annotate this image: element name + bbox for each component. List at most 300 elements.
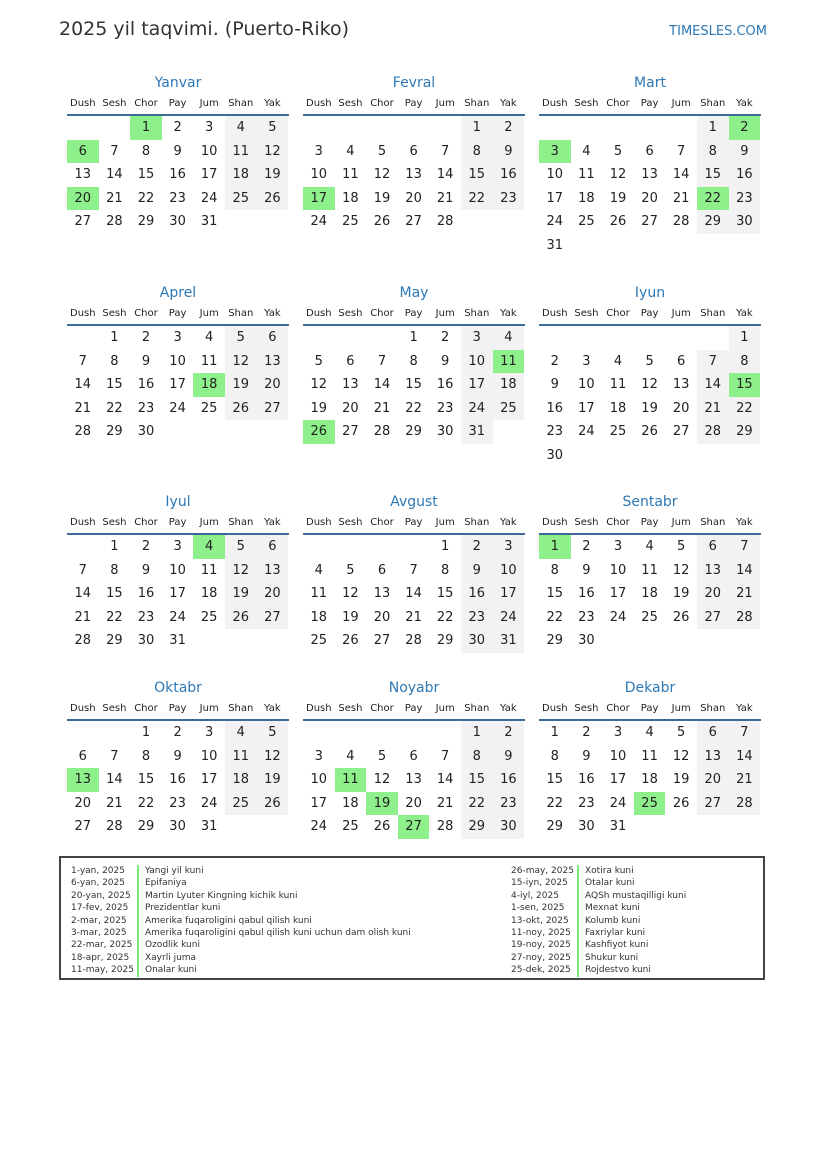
day-cell: 15 <box>405 377 422 393</box>
weekday-label: Jum <box>199 703 219 714</box>
weekday-label: Sesh <box>574 308 599 319</box>
day-cell: 15 <box>461 768 493 792</box>
day-cell: 12 <box>257 140 289 164</box>
weekday-header <box>539 94 761 116</box>
day-cell: 31 <box>546 237 564 253</box>
holiday-day-cell: 6 <box>67 140 99 164</box>
day-cell: 16 <box>461 582 493 606</box>
weekday-label: Chor <box>606 98 630 109</box>
day-cell: 11 <box>641 562 658 578</box>
week-row <box>67 350 289 374</box>
day-cell: 2 <box>173 120 182 135</box>
month-name: Oktabr <box>154 680 202 696</box>
empty-cell <box>571 326 603 350</box>
week-row <box>67 116 289 140</box>
empty-cell <box>602 116 634 140</box>
day-cell: 14 <box>697 373 729 397</box>
day-cell: 19 <box>257 163 289 187</box>
day-cell: 30 <box>137 633 155 649</box>
month-aprel <box>67 282 289 444</box>
legend-marker <box>137 877 139 889</box>
weekday-label: Yak <box>736 517 753 528</box>
weekday-label: Pay <box>168 98 187 109</box>
month-name: Iyul <box>165 494 191 510</box>
empty-cell <box>67 116 99 140</box>
day-cell: 28 <box>729 792 761 816</box>
holiday-date: 18-apr, 2025 <box>71 952 130 963</box>
month-name: Noyabr <box>388 680 440 696</box>
day-cell: 19 <box>373 190 391 206</box>
empty-cell <box>303 535 335 559</box>
day-cell: 9 <box>441 353 450 369</box>
day-cell: 27 <box>74 214 92 230</box>
day-cell: 9 <box>550 377 559 393</box>
week-row <box>303 792 525 816</box>
week-row <box>539 582 761 606</box>
day-cell: 23 <box>578 609 595 625</box>
weekday-label: Yak <box>264 308 281 319</box>
day-cell: 26 <box>225 606 257 630</box>
day-cell: 22 <box>137 795 155 811</box>
empty-cell <box>571 234 603 258</box>
day-cell: 25 <box>200 400 218 416</box>
day-cell: 21 <box>106 190 123 206</box>
day-cell: 7 <box>78 353 87 369</box>
day-cell: 23 <box>436 400 454 416</box>
day-cell: 25 <box>578 214 595 230</box>
day-cell: 14 <box>373 377 391 393</box>
empty-cell <box>634 234 666 258</box>
day-cell: 18 <box>578 190 595 206</box>
day-cell: 23 <box>546 424 564 440</box>
weekday-label: Dush <box>542 517 568 528</box>
empty-cell <box>257 629 289 653</box>
day-cell: 6 <box>257 326 289 350</box>
day-cell: 23 <box>493 792 525 816</box>
holiday-date: 26-may, 2025 <box>511 866 574 876</box>
day-cell: 8 <box>409 353 418 369</box>
empty-cell <box>67 326 99 350</box>
week-row <box>303 582 525 606</box>
day-cell: 9 <box>461 559 493 583</box>
day-cell: 24 <box>310 819 328 835</box>
day-cell: 16 <box>137 586 155 602</box>
legend-item <box>71 915 411 927</box>
day-cell: 26 <box>609 214 627 230</box>
day-cell: 14 <box>74 586 92 602</box>
legend-marker <box>577 890 579 902</box>
day-cell: 23 <box>169 190 186 206</box>
weekday-label: Chor <box>370 517 394 528</box>
empty-cell <box>225 815 257 839</box>
day-cell: 14 <box>729 559 761 583</box>
day-cell: 24 <box>461 397 493 421</box>
day-cell: 5 <box>677 725 686 740</box>
day-cell: 6 <box>377 562 387 578</box>
week-row <box>303 629 525 653</box>
empty-cell <box>257 815 289 839</box>
month-noyabr <box>303 677 525 839</box>
empty-cell <box>729 234 761 258</box>
day-cell: 18 <box>641 772 658 788</box>
weekday-label: Chor <box>134 98 158 109</box>
day-cell: 11 <box>200 562 218 578</box>
day-cell: 5 <box>257 721 289 745</box>
day-cell: 31 <box>461 420 493 444</box>
day-cell: 17 <box>461 373 493 397</box>
weekday-label: Dush <box>70 517 96 528</box>
holiday-date: 20-yan, 2025 <box>71 890 131 901</box>
day-cell: 2 <box>141 539 151 554</box>
legend-column-right <box>511 865 686 977</box>
day-cell: 27 <box>672 424 690 440</box>
day-cell: 10 <box>310 772 328 788</box>
empty-cell <box>729 444 761 468</box>
holiday-day-cell: 17 <box>303 187 335 211</box>
day-cell: 1 <box>141 725 151 740</box>
day-cell: 24 <box>578 424 595 440</box>
day-cell: 10 <box>493 559 525 583</box>
weekday-label: Chor <box>134 703 158 714</box>
day-cell: 11 <box>310 586 328 602</box>
legend-item <box>511 915 686 927</box>
week-row <box>303 210 525 234</box>
day-cell: 10 <box>609 748 627 764</box>
week-row <box>539 444 761 468</box>
day-cell: 11 <box>641 748 658 764</box>
empty-cell <box>539 116 571 140</box>
day-cell: 30 <box>461 629 493 653</box>
day-cell: 16 <box>493 768 525 792</box>
day-cell: 6 <box>645 143 654 159</box>
legend-marker <box>137 902 139 914</box>
day-cell: 17 <box>578 400 595 416</box>
week-row <box>67 629 289 653</box>
legend-marker <box>577 915 579 927</box>
day-cell: 19 <box>225 582 257 606</box>
day-cell: 24 <box>546 214 564 230</box>
week-row <box>539 815 761 839</box>
weekday-header <box>67 513 289 535</box>
holiday-date: 4-iyl, 2025 <box>511 890 559 901</box>
week-row <box>303 326 525 350</box>
day-cell: 12 <box>609 167 627 183</box>
weekday-label: Chor <box>606 517 630 528</box>
holiday-name: Kashfiyot kuni <box>585 940 649 951</box>
day-cell: 25 <box>342 819 359 835</box>
day-cell: 13 <box>373 586 391 602</box>
holiday-day-cell: 13 <box>67 768 99 792</box>
holiday-day-cell: 26 <box>303 420 335 444</box>
legend-item <box>71 952 411 964</box>
day-cell: 17 <box>310 795 328 811</box>
holiday-name: Mexnat kuni <box>585 903 640 914</box>
day-cell: 13 <box>697 559 729 583</box>
day-cell: 12 <box>257 745 289 769</box>
day-cell: 9 <box>582 748 591 764</box>
day-cell: 14 <box>106 772 123 788</box>
holiday-date: 15-iyn, 2025 <box>511 878 568 889</box>
weekday-label: Sesh <box>102 308 127 319</box>
day-cell: 12 <box>672 748 690 764</box>
week-row <box>67 397 289 421</box>
month-name: Yanvar <box>154 75 202 91</box>
day-cell: 1 <box>110 539 119 554</box>
weekday-label: Dush <box>70 703 96 714</box>
holiday-day-cell: 20 <box>67 187 99 211</box>
day-cell: 26 <box>672 795 690 811</box>
day-cell: 26 <box>225 397 257 421</box>
day-cell: 21 <box>436 190 454 206</box>
day-cell: 14 <box>74 377 92 393</box>
legend-marker <box>577 964 579 976</box>
day-cell: 13 <box>641 167 658 183</box>
day-cell: 22 <box>546 795 564 811</box>
day-cell: 3 <box>173 539 182 554</box>
day-cell: 8 <box>141 143 151 159</box>
day-cell: 30 <box>578 633 595 649</box>
weekday-label: Shan <box>464 308 490 319</box>
day-cell: 25 <box>342 214 359 230</box>
empty-cell <box>665 116 697 140</box>
weekday-label: Sesh <box>338 308 363 319</box>
day-cell: 13 <box>697 745 729 769</box>
day-cell: 6 <box>409 143 418 159</box>
empty-cell <box>398 721 430 745</box>
weekday-label: Jum <box>671 98 691 109</box>
day-cell: 17 <box>546 190 564 206</box>
holiday-day-cell: 18 <box>193 373 225 397</box>
day-cell: 20 <box>373 609 391 625</box>
empty-cell <box>571 116 603 140</box>
day-cell: 3 <box>613 725 623 740</box>
weekday-label: Shan <box>464 98 490 109</box>
day-cell: 3 <box>205 725 214 740</box>
month-name: Dekabr <box>624 680 676 696</box>
weekday-label: Dush <box>70 98 96 109</box>
empty-cell <box>493 420 525 444</box>
weekday-label: Yak <box>500 308 517 319</box>
day-cell: 9 <box>493 745 525 769</box>
week-row <box>539 116 761 140</box>
holiday-day-cell: 15 <box>729 373 761 397</box>
day-cell: 27 <box>405 214 422 230</box>
day-cell: 15 <box>461 163 493 187</box>
week-row <box>67 606 289 630</box>
week-row <box>539 350 761 374</box>
day-cell: 16 <box>137 377 155 393</box>
day-cell: 16 <box>546 400 564 416</box>
day-cell: 1 <box>110 330 119 345</box>
weekday-header <box>539 304 761 326</box>
day-cell: 8 <box>110 562 119 578</box>
holiday-date: 27-noy, 2025 <box>511 952 571 963</box>
legend-marker <box>137 952 139 964</box>
day-cell: 1 <box>461 721 493 745</box>
empty-cell <box>602 234 634 258</box>
day-cell: 7 <box>729 721 761 745</box>
empty-cell <box>398 116 430 140</box>
empty-cell <box>67 721 99 745</box>
holiday-date: 22-mar, 2025 <box>71 940 133 951</box>
day-cell: 29 <box>137 819 155 835</box>
holiday-name: Prezidentlar kuni <box>145 903 221 914</box>
month-may <box>303 282 525 444</box>
day-cell: 17 <box>169 586 186 602</box>
day-cell: 24 <box>609 609 627 625</box>
day-cell: 6 <box>697 721 729 745</box>
day-cell: 22 <box>461 187 493 211</box>
day-cell: 11 <box>609 377 627 393</box>
day-cell: 1 <box>409 330 418 345</box>
week-row <box>539 721 761 745</box>
day-cell: 8 <box>441 562 450 578</box>
legend-marker <box>137 915 139 927</box>
day-cell: 7 <box>409 562 418 578</box>
day-cell: 10 <box>310 167 328 183</box>
day-cell: 15 <box>546 586 564 602</box>
day-cell: 27 <box>342 424 359 440</box>
day-cell: 21 <box>106 795 123 811</box>
day-cell: 20 <box>697 582 729 606</box>
weekday-label: Shan <box>700 308 726 319</box>
day-cell: 29 <box>106 633 123 649</box>
day-cell: 12 <box>342 586 359 602</box>
day-cell: 22 <box>729 397 761 421</box>
empty-cell <box>225 420 257 444</box>
day-cell: 10 <box>578 377 595 393</box>
day-cell: 28 <box>672 214 690 230</box>
week-row <box>67 792 289 816</box>
empty-cell <box>366 116 398 140</box>
day-cell: 18 <box>225 768 257 792</box>
day-cell: 7 <box>441 143 450 159</box>
weekday-header <box>539 513 761 535</box>
week-row <box>303 163 525 187</box>
day-cell: 29 <box>461 815 493 839</box>
empty-cell <box>99 721 131 745</box>
week-row <box>539 535 761 559</box>
weekday-header <box>303 513 525 535</box>
day-cell: 21 <box>697 397 729 421</box>
empty-cell <box>634 326 666 350</box>
day-cell: 13 <box>405 167 422 183</box>
weekday-label: Dush <box>542 98 568 109</box>
week-row <box>539 373 761 397</box>
holiday-day-cell: 2 <box>729 116 761 140</box>
week-row <box>67 745 289 769</box>
day-cell: 31 <box>493 629 525 653</box>
weekday-header <box>303 94 525 116</box>
month-sentabr <box>539 491 761 653</box>
week-row <box>539 397 761 421</box>
holiday-date: 19-noy, 2025 <box>511 940 571 951</box>
week-row <box>539 606 761 630</box>
holiday-day-cell: 4 <box>193 535 225 559</box>
weekday-header <box>67 304 289 326</box>
holiday-date: 11-noy, 2025 <box>511 927 571 938</box>
holiday-day-cell: 1 <box>539 535 571 559</box>
day-cell: 24 <box>169 609 186 625</box>
day-cell: 20 <box>641 190 658 206</box>
page-title: 2025 yil taqvimi. (Puerto-Riko) <box>59 18 349 40</box>
weekday-label: Chor <box>370 703 394 714</box>
week-row <box>303 116 525 140</box>
legend-item <box>71 877 411 889</box>
day-cell: 19 <box>672 772 690 788</box>
day-cell: 15 <box>137 772 155 788</box>
weekday-label: Jum <box>435 517 455 528</box>
holiday-day-cell: 3 <box>539 140 571 164</box>
weekday-label: Jum <box>199 98 219 109</box>
day-cell: 25 <box>310 633 328 649</box>
legend-item <box>511 964 686 976</box>
empty-cell <box>162 420 194 444</box>
day-cell: 3 <box>314 748 323 764</box>
month-name: Sentabr <box>622 494 678 510</box>
holiday-date: 25-dek, 2025 <box>511 965 571 976</box>
legend-marker <box>137 939 139 951</box>
day-cell: 31 <box>200 819 218 835</box>
day-cell: 9 <box>582 562 591 578</box>
day-cell: 6 <box>257 535 289 559</box>
empty-cell <box>335 535 367 559</box>
day-cell: 30 <box>137 424 155 440</box>
legend-marker <box>137 964 139 976</box>
weekday-label: Yak <box>736 703 753 714</box>
day-cell: 29 <box>106 424 123 440</box>
day-cell: 22 <box>546 609 564 625</box>
day-cell: 20 <box>74 795 92 811</box>
holiday-day-cell: 27 <box>398 815 430 839</box>
empty-cell <box>303 721 335 745</box>
day-cell: 18 <box>609 400 627 416</box>
week-row <box>539 745 761 769</box>
day-cell: 26 <box>257 187 289 211</box>
empty-cell <box>257 210 289 234</box>
day-cell: 21 <box>729 582 761 606</box>
empty-cell <box>461 210 493 234</box>
day-cell: 18 <box>342 190 359 206</box>
day-cell: 28 <box>74 633 92 649</box>
site-link[interactable]: TIMESLES.COM <box>669 24 767 39</box>
day-cell: 26 <box>257 792 289 816</box>
weekday-label: Jum <box>671 703 691 714</box>
day-cell: 5 <box>645 353 654 369</box>
day-cell: 28 <box>74 424 92 440</box>
day-cell: 30 <box>169 214 186 230</box>
day-cell: 2 <box>493 116 525 140</box>
week-row <box>67 210 289 234</box>
day-cell: 28 <box>697 420 729 444</box>
day-cell: 24 <box>200 190 218 206</box>
day-cell: 15 <box>137 167 155 183</box>
weekday-label: Chor <box>134 308 158 319</box>
weekday-label: Yak <box>264 98 281 109</box>
empty-cell <box>634 116 666 140</box>
day-cell: 16 <box>578 586 595 602</box>
day-cell: 12 <box>641 377 658 393</box>
day-cell: 16 <box>578 772 595 788</box>
day-cell: 8 <box>697 140 729 164</box>
empty-cell <box>665 326 697 350</box>
day-cell: 1 <box>441 539 450 554</box>
day-cell: 3 <box>493 535 525 559</box>
day-cell: 17 <box>609 772 627 788</box>
day-cell: 17 <box>200 167 218 183</box>
empty-cell <box>193 420 225 444</box>
day-cell: 4 <box>613 353 623 369</box>
